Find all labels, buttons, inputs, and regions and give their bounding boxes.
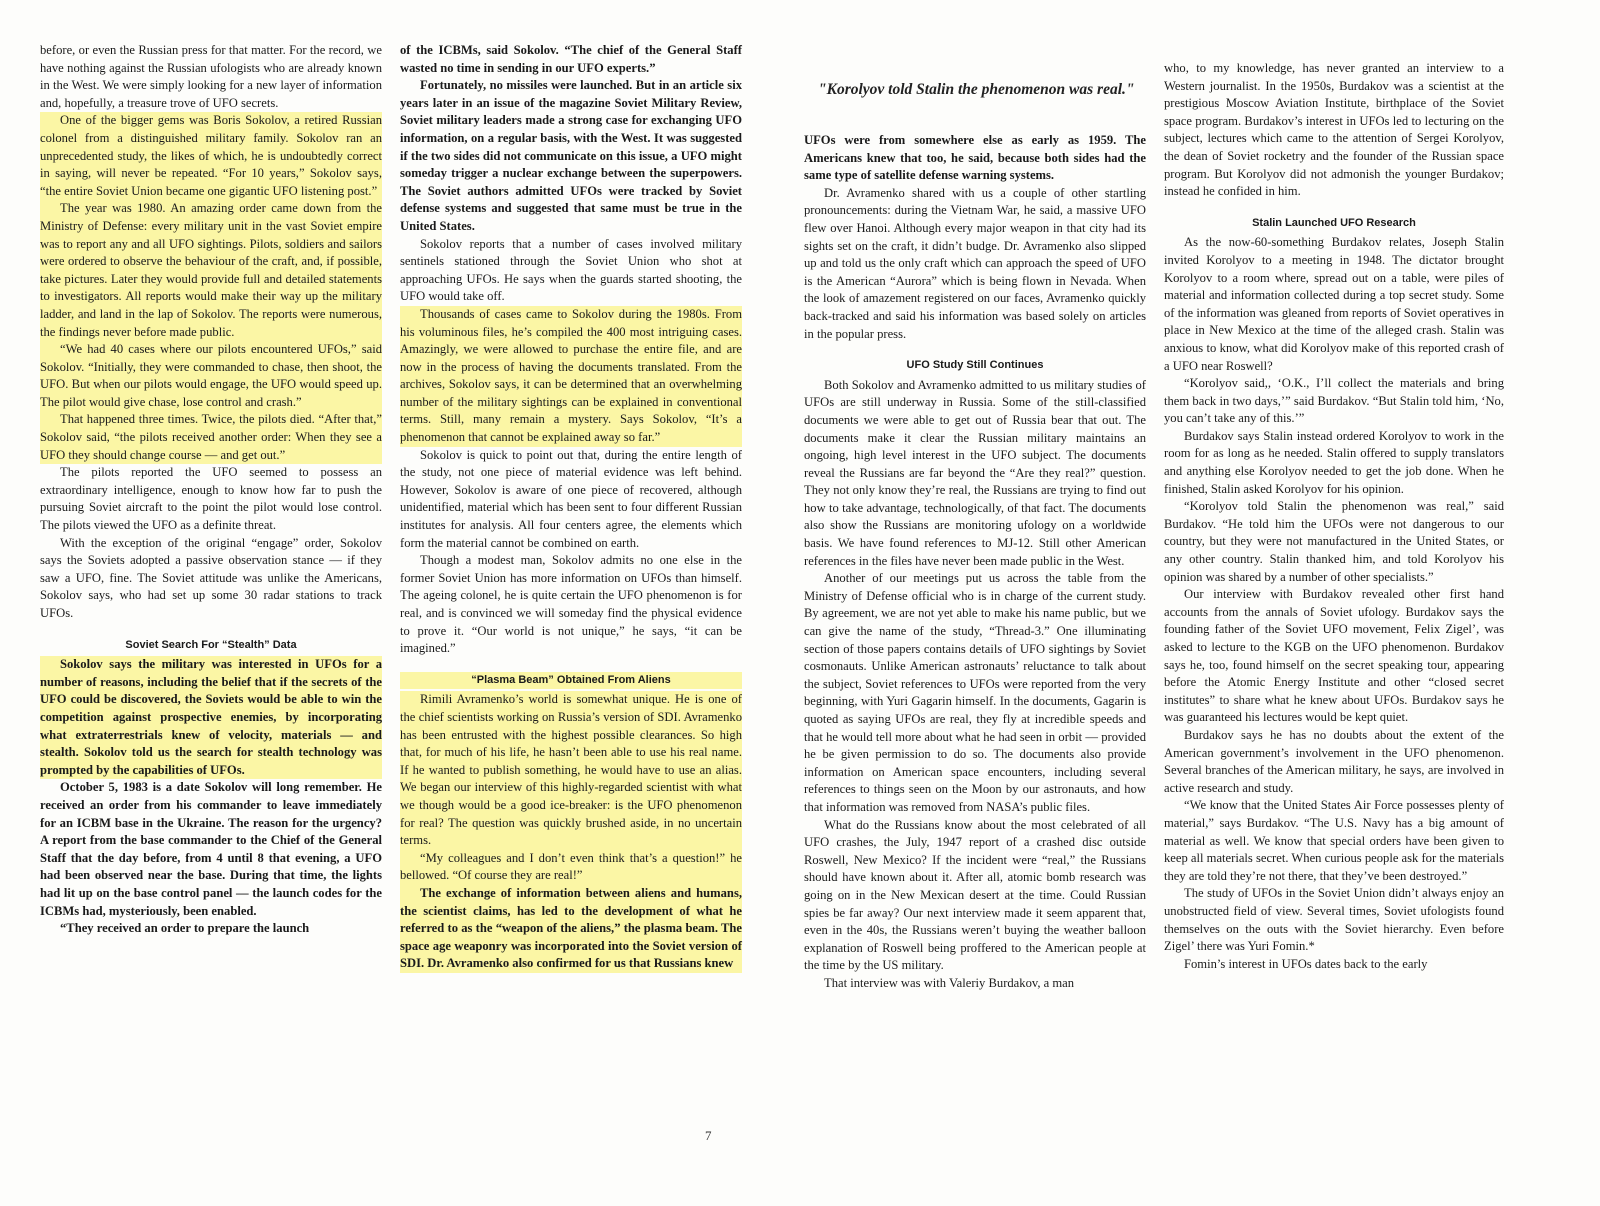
paragraph: What do the Russians know about the most celebrated of all UFO crashes, the July, 1947 report of a crashed disc outside Roswell, New Mexico? If the incident were “real,” the Russians should have known about it. After all, atomic bomb research was going on in the New Mexican desert at the time. Could Russian spies be far away? Our next interview made it seem apparent that, even in the 40s, the Russians weren’t buying the weather balloon explanation of Roswell being proffered to the American people at the time by the US military. bbox=[804, 817, 1146, 973]
left-page bbox=[0, 0, 790, 1206]
paragraph: Another of our meetings put us across the table from the Ministry of Defense official who is in charge of the current study. By agreement, we are not yet able to make his name public, but we can give the name of the study, “Thread-3.” One illuminating section of those papers contains details of UFO sightings by Soviet cosmonauts. Unlike American astronauts’ reluctance to talk about the subject, Soviet references to UFOs were reported from the very beginning, with Yuri Gagarin himself. In the documents, Gagarin is quoted as saying UFOs are real, they fly at incredible speeds and that he would tell more about what he had seen in orbit — provided he be given permission to do so. The documents also provide information on American space encounters, including several references to things seen on the Moon by our astronauts, and how that information was removed from NASA’s public files. bbox=[804, 571, 1146, 814]
paragraph: The study of UFOs in the Soviet Union didn’t always enjoy an unobstructed field of view. Several times, Soviet ufologists found themselves on the outs with the Soviet hierarchy. Even before Zigel’ there was Yuri Fomin.* bbox=[1164, 886, 1504, 954]
paragraph: “Korolyov told Stalin the phenomenon was real,” said Burdakov. “He told him the UFOs were not dangerous to our country, but they were not manufactured in the United States, or any other country. Stalin thanked him, and told Korolyov his opinion was shared by a number of other specialists.” bbox=[1164, 499, 1504, 584]
column-3 bbox=[804, 132, 1146, 993]
paragraph-highlighted: That happened three times. Twice, the pilots died. “After that,” Sokolov said, “the pilots received another order: When they see a UFO they should change course — and get out.” bbox=[40, 411, 382, 464]
section-heading: Stalin Launched UFO Research bbox=[1252, 216, 1416, 229]
paragraph: Sokolov reports that a number of cases involved military sentinels stationed through the Soviet Union who shot at approaching UFOs. He says when the guards started shooting, the UFO would take off. bbox=[400, 236, 742, 304]
section-heading: Soviet Search For “Stealth” Data bbox=[125, 638, 297, 651]
paragraph-highlighted: The year was 1980. An amazing order came down from the Ministry of Defense: every military unit in the vast Soviet empire was to report any and all UFO sightings. Pilots, soldiers and sailors were ordered to observe the behaviour of the craft, and, if possible, take pictures. Later they would provide full and detailed statements to investigators. All reports would make their way up the military ladder, and land in the lap of Sokolov. The reports were numerous, the findings never before made public. bbox=[40, 200, 382, 341]
page-number: 7 bbox=[705, 1128, 712, 1143]
paragraph-highlighted: The exchange of information between aliens and humans, the scientist claims, has led to the development of what he referred to as the “weapon of the aliens,” the plasma beam. The space age weaponry was incorporated into the Soviet version of SDI. Dr. Avramenko also confirmed for us that Russians knew bbox=[400, 885, 742, 973]
paragraph: Dr. Avramenko shared with us a couple of other startling pronouncements: during the Vietnam War, he said, a massive UFO flew over Hanoi. Although every major weapon in that city had its sights set on the craft, it didn’t budge. Dr. Avramenko also slipped up and told us the only craft which can approach the speed of UFO is the American “Aurora” which is being flown in Nevada. When the look of amazement registered on our faces, Avramenko quickly back-tracked and said his information was based solely on articles in the popular press. bbox=[804, 185, 1146, 341]
column-2 bbox=[400, 42, 742, 973]
paragraph-highlighted: One of the bigger gems was Boris Sokolov, a retired Russian colonel from a distinguished military family. Sokolov ran an unprecedented study, the likes of which, he is undoubtedly correct in saying, will never be repeated. “For 10 years,” Sokolov says, “the entire Soviet Union became one gigantic UFO listening post.” bbox=[40, 112, 382, 200]
paragraph-highlighted: Sokolov says the military was interested in UFOs for a number of reasons, including the belief that if the secrets of the UFO could be discovered, the Soviets would be able to win the competition against prospective enemies, by incorporating what extraterrestrials knew of velocity, materials — and stealth. Sokolov told us the search for stealth technology was prompted by the capabilities of UFOs. bbox=[40, 656, 382, 779]
paragraph: Both Sokolov and Avramenko admitted to us military studies of UFOs are still underway in Russia. Some of the still-classified documents we were able to get out of Russia bear that out. The documents make it clear the Russian military maintains an ongoing, high level interest in the UFO subject. The documents reveal the Russians are far beyond the “Are they real?” question. They not only know they’re real, the Russians are trying to find out how to take advantage, technologically, of that fact. The documents also show the Russians are monitoring ufology on a worldwide basis. We have found references to MJ-12. Still other American references in the files have never been made public in the West. bbox=[804, 377, 1146, 568]
paragraph: who, to my knowledge, has never granted an interview to a Western journalist. In the 1950s, Burdakov was a scientist at the prestigious Moscow Aviation Institute, birthplace of the Soviet space program. Burdakov’s interest in UFOs led to lecturing on the subject, lectures which came to the attention of Sergei Korolyov, the dean of Soviet rocketry and the founder of the Russian space program. But Korolyov did not admonish the younger Burdakov; instead he confided in him. bbox=[1164, 61, 1504, 199]
paragraph: Burdakov says Stalin instead ordered Korolyov to work in the room for as long as he needed. Stalin offered to supply translators and anything else Korolyov needed to get the job done. When he finished, Stalin asked Korolyov for his opinion. bbox=[1164, 428, 1504, 496]
paragraph: Fomin’s interest in UFOs dates back to the early bbox=[1184, 956, 1428, 971]
paragraph: “We know that the United States Air Force possesses plenty of material,” says Burdakov. “The U.S. Navy has a big amount of material as well. We know that special orders have been given to keep all materials secret. When curious people ask for the materials they are told they’re not there, that they’ve been destroyed.” bbox=[1164, 798, 1505, 883]
paragraph: The pilots reported the UFO seemed to possess an extraordinary intelligence, enough to know how far to push the pursuing Soviet aircraft to the point the pilot would lose control. The pilots viewed the UFO as a definite threat. bbox=[40, 465, 382, 533]
paragraph: Burdakov says he has no doubts about the extent of the American government’s involvement in the UFO phenomenon. Several branches of the American military, he says, are involved in active research and study. bbox=[1164, 727, 1504, 795]
paragraph: of the ICBMs, said Sokolov. “The chief of the General Staff wasted no time in sending in our UFO experts.” bbox=[400, 43, 742, 75]
paragraph: As the now-60-something Burdakov relates, Joseph Stalin invited Korolyov to a meeting in 1948. The dictator brought Korolyov to a room where, spread out on a table, were piles of material and information collected during a top secret study. Some of the information was gleaned from reports of Soviet operatives in place in New Mexico at the time of the alleged crash. Stalin was anxious to know, what did Korolyov make of this reported crash of a UFO near Roswell? bbox=[1164, 235, 1504, 373]
paragraph: Though a modest man, Sokolov admits no one else in the former Soviet Union has more information on UFOs than himself. The ageing colonel, he is quite certain the UFO phenomenon is for real, and is convinced we will someday find the physical evidence to prove it. “Our world is not unique,” he says, “it can be imagined.” bbox=[400, 553, 742, 656]
column-4 bbox=[1164, 60, 1504, 973]
paragraph: Fortunately, no missiles were launched. But in an article six years later in an issue of the magazine Soviet Military Review, Soviet military leaders made a strong case for exchanging UFO information, on a regular basis, with the West. It was suggested if the two sides did not communicate on this issue, a UFO might someday trigger a nuclear exchange between the superpowers. The Soviet authors admitted UFOs were tracked by Soviet defense systems and suggested that same must be true in the United States. bbox=[400, 78, 742, 233]
paragraph-highlighted: “My colleagues and I don’t even think that’s a question!” he bellowed. “Of course they are real!” bbox=[400, 850, 742, 885]
paragraph: October 5, 1983 is a date Sokolov will long remember. He received an order from his commander to leave immediately for an ICBM base in the Ukraine. The reason for the urgency? A report from the base commander to the Chief of the General Staff that the day before, from 4 until 8 that evening, a UFO had been observed near the base. During that time, the lights had lit up on the base control panel — the launch codes for the ICBMs had, mysteriously, been enabled. bbox=[40, 780, 382, 918]
paragraph: UFOs were from somewhere else as early as 1959. The Americans knew that too, he said, because both sides had the same type of satellite defense warning systems. bbox=[804, 133, 1146, 183]
right-page bbox=[790, 0, 1600, 1206]
paragraph-highlighted: “We had 40 cases where our pilots encountered UFOs,” said Sokolov. “Initially, they were commanded to chase, then shoot, the UFO. But when our pilots would engage, the UFO would speed up. The pilot would give chase, lose control and crash.” bbox=[40, 341, 382, 411]
paragraph: “Korolyov said,, ‘O.K., I’ll collect the materials and bring them back in two days,’” said Burdakov. “But Stalin told him, ‘No, you can’t take any of this.’” bbox=[1164, 376, 1504, 426]
paragraph: Our interview with Burdakov revealed other first hand accounts from the annals of Soviet ufology. Burdakov says the founding father of the Soviet UFO movement, Felix Zigel’, was asked to lecture to the KGB on the UFO phenomenon. Burdakov says he, too, found himself on the secret speaking tour, appearing before the Atomic Energy Institute and other “closed secret institutes” to share what he knew about UFOs. Burdakov says he was guaranteed his lectures would be kept quiet. bbox=[1164, 587, 1504, 725]
paragraph: That interview was with Valeriy Burdakov, a man bbox=[824, 975, 1075, 990]
paragraph: before, or even the Russian press for that matter. For the record, we have nothing against the Russian ufologists who are already known in the West. We were simply looking for a new layer of information and, hopefully, a treasure trove of UFO secrets. bbox=[40, 43, 382, 110]
paragraph-highlighted: Thousands of cases came to Sokolov during the 1980s. From his voluminous files, he’s compiled the 400 most intriguing cases. Amazingly, we were allowed to purchase the entire file, and are now in the process of having the documents translated. From the archives, Sokolov says, it can be determined that an overwhelming number of the military sightings can be explained in conventional terms. Still, many remain a mystery. Says Sokolov, “It’s a phenomenon that cannot be explained away so far.” bbox=[400, 306, 742, 447]
column-1 bbox=[40, 42, 382, 938]
paragraph-highlighted: Rimili Avramenko’s world is somewhat unique. He is one of the chief scientists working on Russia’s version of SDI. Avramenko has been entrusted with the highest possible clearances. So high that, for much of his life, he hasn’t been able to use his real name. If he wanted to publish something, he would have to use an alias. We began our interview of this highly-regarded scientist with what we though would be a good ice-breaker: is the UFO phenomenon for real? The question was quickly brushed aside, in no uncertain terms. bbox=[400, 691, 742, 849]
paragraph: With the exception of the original “engage” order, Sokolov says the Soviets adopted a passive observation stance — if they saw a UFO, fine. The Soviet attitude was unlike the Americans, Sokolov says, who had set up some 30 radar stations to track UFOs. bbox=[40, 535, 382, 620]
paragraph: Sokolov is quick to point out that, during the entire length of the study, not one piece of material evidence was left behind. However, Sokolov is aware of one piece of recovered, although unidentified, material which has been sent to four different Russian institutes for analysis. All four centers agree, the elements which form the material cannot be combined on earth. bbox=[400, 447, 742, 550]
section-heading: UFO Study Still Continues bbox=[906, 359, 1044, 372]
pull-quote: "Korolyov told Stalin the phenomenon was real." bbox=[818, 81, 1135, 98]
section-heading: “Plasma Beam” Obtained From Aliens bbox=[400, 672, 742, 690]
paragraph: “They received an order to prepare the launch bbox=[60, 921, 310, 936]
